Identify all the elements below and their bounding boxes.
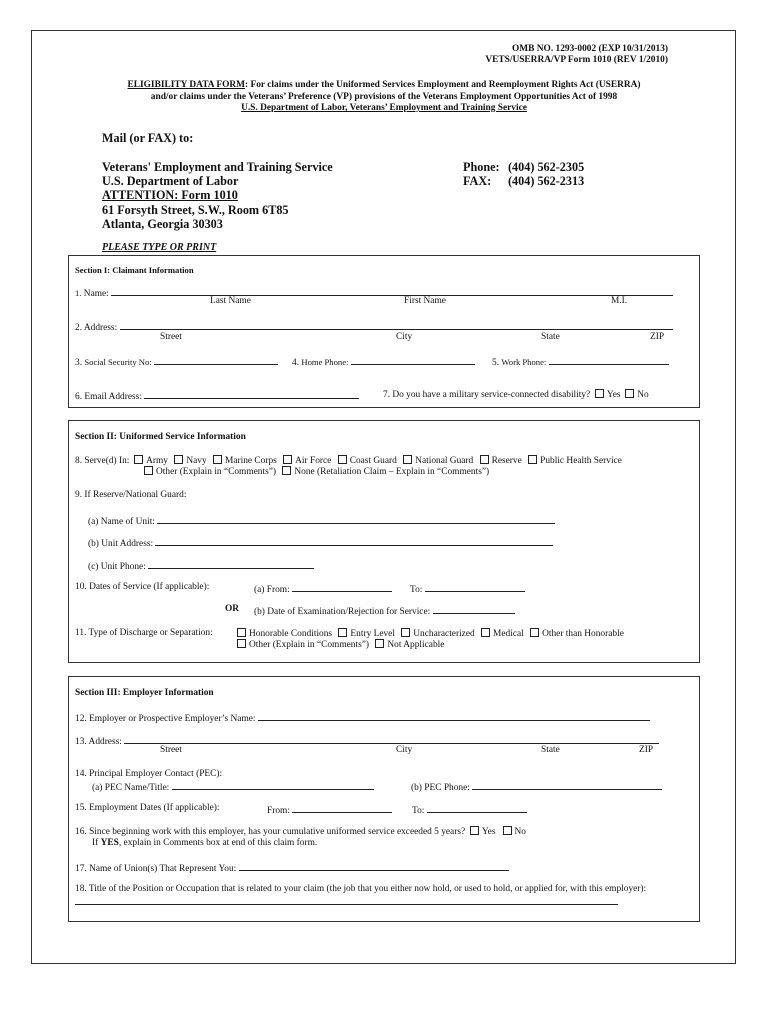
branch-national-guard[interactable] [403,455,473,466]
q4-row [292,355,475,368]
q1-number: 1. [75,288,82,298]
branch-marine-corps[interactable] [213,455,277,466]
q6-row [75,389,359,402]
disability-no-label: No [637,390,649,400]
unit-phone-input[interactable] [148,559,314,569]
q15-from-row [267,803,392,816]
q3-row [75,355,278,368]
checkbox[interactable] [375,639,384,648]
print-instruction: PLEASE TYPE OR PRINT [102,242,217,253]
employer-zip-caption: ZIP [639,745,654,755]
q14a-row [92,780,374,793]
q15-to-label: To: [412,806,425,816]
q16-note [92,838,317,848]
checkbox[interactable] [213,455,222,464]
fax-number: (404) 562-2313 [508,174,585,188]
q10b-row [254,604,515,617]
q16-note-if: If [92,838,101,848]
discharge-entry-level[interactable] [338,628,395,639]
q1-name-row [75,286,673,299]
q12-label: 12. Employer or Prospective Employer’s Name: [75,714,256,724]
form-title-line2: and/or claims under the Veterans’ Preference (VP) provisions of the Veterans Employment Opportunities Act of 1998 [150,92,618,102]
q9b-row [88,536,553,549]
checkbox[interactable] [338,455,347,464]
discharge-medical[interactable] [481,628,524,639]
city-caption: City [396,332,413,342]
branch-none[interactable] [282,466,489,477]
branch-label: Public Health Service [540,456,622,466]
q11-row1 [237,628,628,639]
discharge-uncharacterized[interactable] [401,628,474,639]
mail-line2: U.S. Department of Labor [102,174,239,188]
employer-address-input[interactable] [124,734,659,744]
q9c-row [88,559,314,572]
q15-label: 15. Employment Dates (If applicable): [75,803,220,813]
employer-state-caption: State [541,745,560,755]
checkbox[interactable] [403,455,412,464]
q8-row [75,455,626,466]
q3-number: 3. [75,358,83,368]
branch-coast-guard[interactable] [338,455,397,466]
branch-public-health[interactable] [528,455,622,466]
q13-label: 13. Address: [75,737,122,747]
q6-label: 6. Email Address: [75,392,142,402]
q4-label: Home Phone: [301,357,349,367]
q1-label: Name: [83,289,109,299]
phone-number: (404) 562-2305 [508,160,585,174]
q18-label: 18. Title of the Position or Occupation that is related to your claim (the job that you either now hold, or used to hold, or applied for, with this employer): [75,884,647,894]
mi-caption: M.I. [611,296,628,306]
home-phone-input[interactable] [351,355,475,365]
q16-no-label: No [514,827,526,837]
checkbox[interactable] [237,639,246,648]
q16-no-checkbox[interactable] [503,826,512,835]
q5-label: Work Phone: [501,357,547,367]
mail-line1: Veterans' Employment and Training Service [102,160,333,174]
branch-reserve[interactable] [480,455,522,466]
fax-label: FAX: [463,174,492,188]
section-1-title: Section I: Claimant Information [75,265,194,275]
email-input[interactable] [144,389,359,399]
q12-row [75,711,650,724]
disability-no-checkbox[interactable] [625,389,634,398]
state-caption: State [541,332,560,342]
q10-to-row [410,582,525,595]
employment-from-input[interactable] [292,803,392,813]
q16-note-rest: , explain in Comments box at end of this claim form. [118,838,318,848]
last-name-caption: Last Name [210,296,251,306]
pec-phone-input[interactable] [472,780,662,790]
zip-caption: ZIP [650,332,665,342]
q9c-label: (c) Unit Phone: [88,562,146,572]
q16-note-yes: YES [100,838,119,848]
checkbox[interactable] [528,455,537,464]
branch-navy[interactable] [174,455,206,466]
q10-label: 10. Dates of Service (If applicable): [75,582,210,592]
branch-label: Navy [186,456,207,466]
q9a-label: (a) Name of Unit: [88,517,155,527]
q8-label: 8. Serve(d) In: [75,456,130,466]
checkbox[interactable] [338,628,347,637]
pec-name-input[interactable] [172,780,374,790]
branch-label: Other (Explain in “Comments”) [156,467,277,477]
position-title-input[interactable] [75,896,618,905]
exam-date-input[interactable] [433,604,515,614]
branch-label: Air Force [295,456,332,466]
q7-label: 7. Do you have a military service-connected disability? [383,390,591,400]
checkbox[interactable] [144,466,153,475]
q9a-row [88,514,555,527]
mail-label: Mail (or FAX) to: [102,131,194,145]
first-name-caption: First Name [404,296,446,306]
q8-row2 [144,466,493,477]
name-input[interactable] [111,286,673,296]
branch-label: Marine Corps [224,456,277,466]
discharge-label: Entry Level [350,629,395,639]
checkbox[interactable] [283,455,292,464]
employer-street-caption: Street [160,745,182,755]
discharge-honorable[interactable] [237,628,332,639]
q15-to-row [412,803,527,816]
checkbox[interactable] [282,466,291,475]
mail-line3: ATTENTION: Form 1010 [102,188,238,202]
q14b-label: (b) PEC Phone: [411,783,470,793]
mail-line5: Atlanta, Georgia 30303 [102,217,223,231]
q17-label: 17. Name of Union(s) That Represent You: [75,864,237,874]
form-number: VETS/USERRA/VP Form 1010 (REV 1/2010) [485,55,668,65]
q14a-label: (a) PEC Name/Title: [92,783,170,793]
unit-address-input[interactable] [155,536,553,546]
branch-air-force[interactable] [283,455,331,466]
discharge-label: Honorable Conditions [249,629,333,639]
checkbox[interactable] [174,455,183,464]
q2-label: 2. Address: [75,323,118,333]
phone-label: Phone: [463,160,500,174]
checkbox[interactable] [134,455,143,464]
ssn-input[interactable] [154,355,278,365]
q16-label: 16. Since beginning work with this employer, has your cumulative uniformed service exceeded 5 years? [75,827,466,837]
q10a-row [254,582,392,595]
branch-label: Army [146,456,168,466]
discharge-label: Other (Explain in “Comments”) [249,640,370,650]
discharge-other-than-honorable[interactable] [530,628,624,639]
section-2-title: Section II: Uniformed Service Information [75,432,246,442]
or-label: OR [225,604,240,614]
form-title-line3: U.S. Department of Labor, Veterans’ Employment and Training Service [241,103,527,113]
q16-row [75,826,526,837]
checkbox[interactable] [480,455,489,464]
employment-to-input[interactable] [427,803,527,813]
q9b-label: (b) Unit Address: [88,539,154,549]
q10a-label: (a) From: [254,585,290,595]
q14-label: 14. Principal Employer Contact (PEC): [75,769,223,779]
checkbox[interactable] [401,628,410,637]
q11-label: 11. Type of Discharge or Separation: [75,628,213,638]
q16-yes-label: Yes [481,827,496,837]
q14b-row [411,780,662,793]
street-caption: Street [160,332,182,342]
address-input[interactable] [120,320,673,330]
discharge-not-applicable[interactable] [375,639,444,650]
q15-from-label: From: [267,806,290,816]
q5-row [492,355,669,368]
q4-number: 4. [292,358,300,368]
q10b-label: (b) Date of Examination/Rejection for Service: [254,607,431,617]
q7-row [383,389,649,400]
checkbox[interactable] [481,628,490,637]
discharge-label: Not Applicable [387,640,445,650]
q5-number: 5. [492,358,500,368]
discharge-other[interactable] [237,639,369,650]
q3-label: Social Security No: [84,357,152,367]
q11-row2 [237,639,448,650]
checkbox[interactable] [530,628,539,637]
form-title-rest: : For claims under the Uniformed Services Employment and Reemployment Rights Act (USERRA) [245,80,641,90]
employer-name-input[interactable] [258,711,650,721]
q17-row [75,861,509,874]
discharge-label: Uncharacterized [413,629,475,639]
service-from-input[interactable] [292,582,392,592]
form-title-line1 [0,80,768,90]
branch-label: National Guard [415,456,474,466]
form-title: ELIGIBILITY DATA FORM [127,80,246,90]
discharge-label: Medical [493,629,524,639]
section-3-title: Section III: Employer Information [75,688,214,698]
branch-label: Coast Guard [349,456,397,466]
branch-label: Reserve [491,456,522,466]
branch-other[interactable] [144,466,276,477]
branch-army[interactable] [134,455,168,466]
omb-number: OMB NO. 1293-0002 (EXP 10/31/2013) [512,44,668,54]
service-to-input[interactable] [425,582,525,592]
q9-label: 9. If Reserve/National Guard: [75,490,187,500]
checkbox[interactable] [237,628,246,637]
discharge-label: Other than Honorable [542,629,624,639]
q10-to-label: To: [410,585,423,595]
employer-city-caption: City [396,745,413,755]
q16-yes-checkbox[interactable] [470,826,479,835]
work-phone-input[interactable] [549,355,669,365]
unit-name-input[interactable] [157,514,555,524]
branch-label: None (Retaliation Claim – Explain in “Comments”) [294,467,490,477]
disability-yes-checkbox[interactable] [595,389,604,398]
union-name-input[interactable] [239,861,509,871]
mail-line4: 61 Forsyth Street, S.W., Room 6T85 [102,203,289,217]
disability-yes-label: Yes [606,390,621,400]
